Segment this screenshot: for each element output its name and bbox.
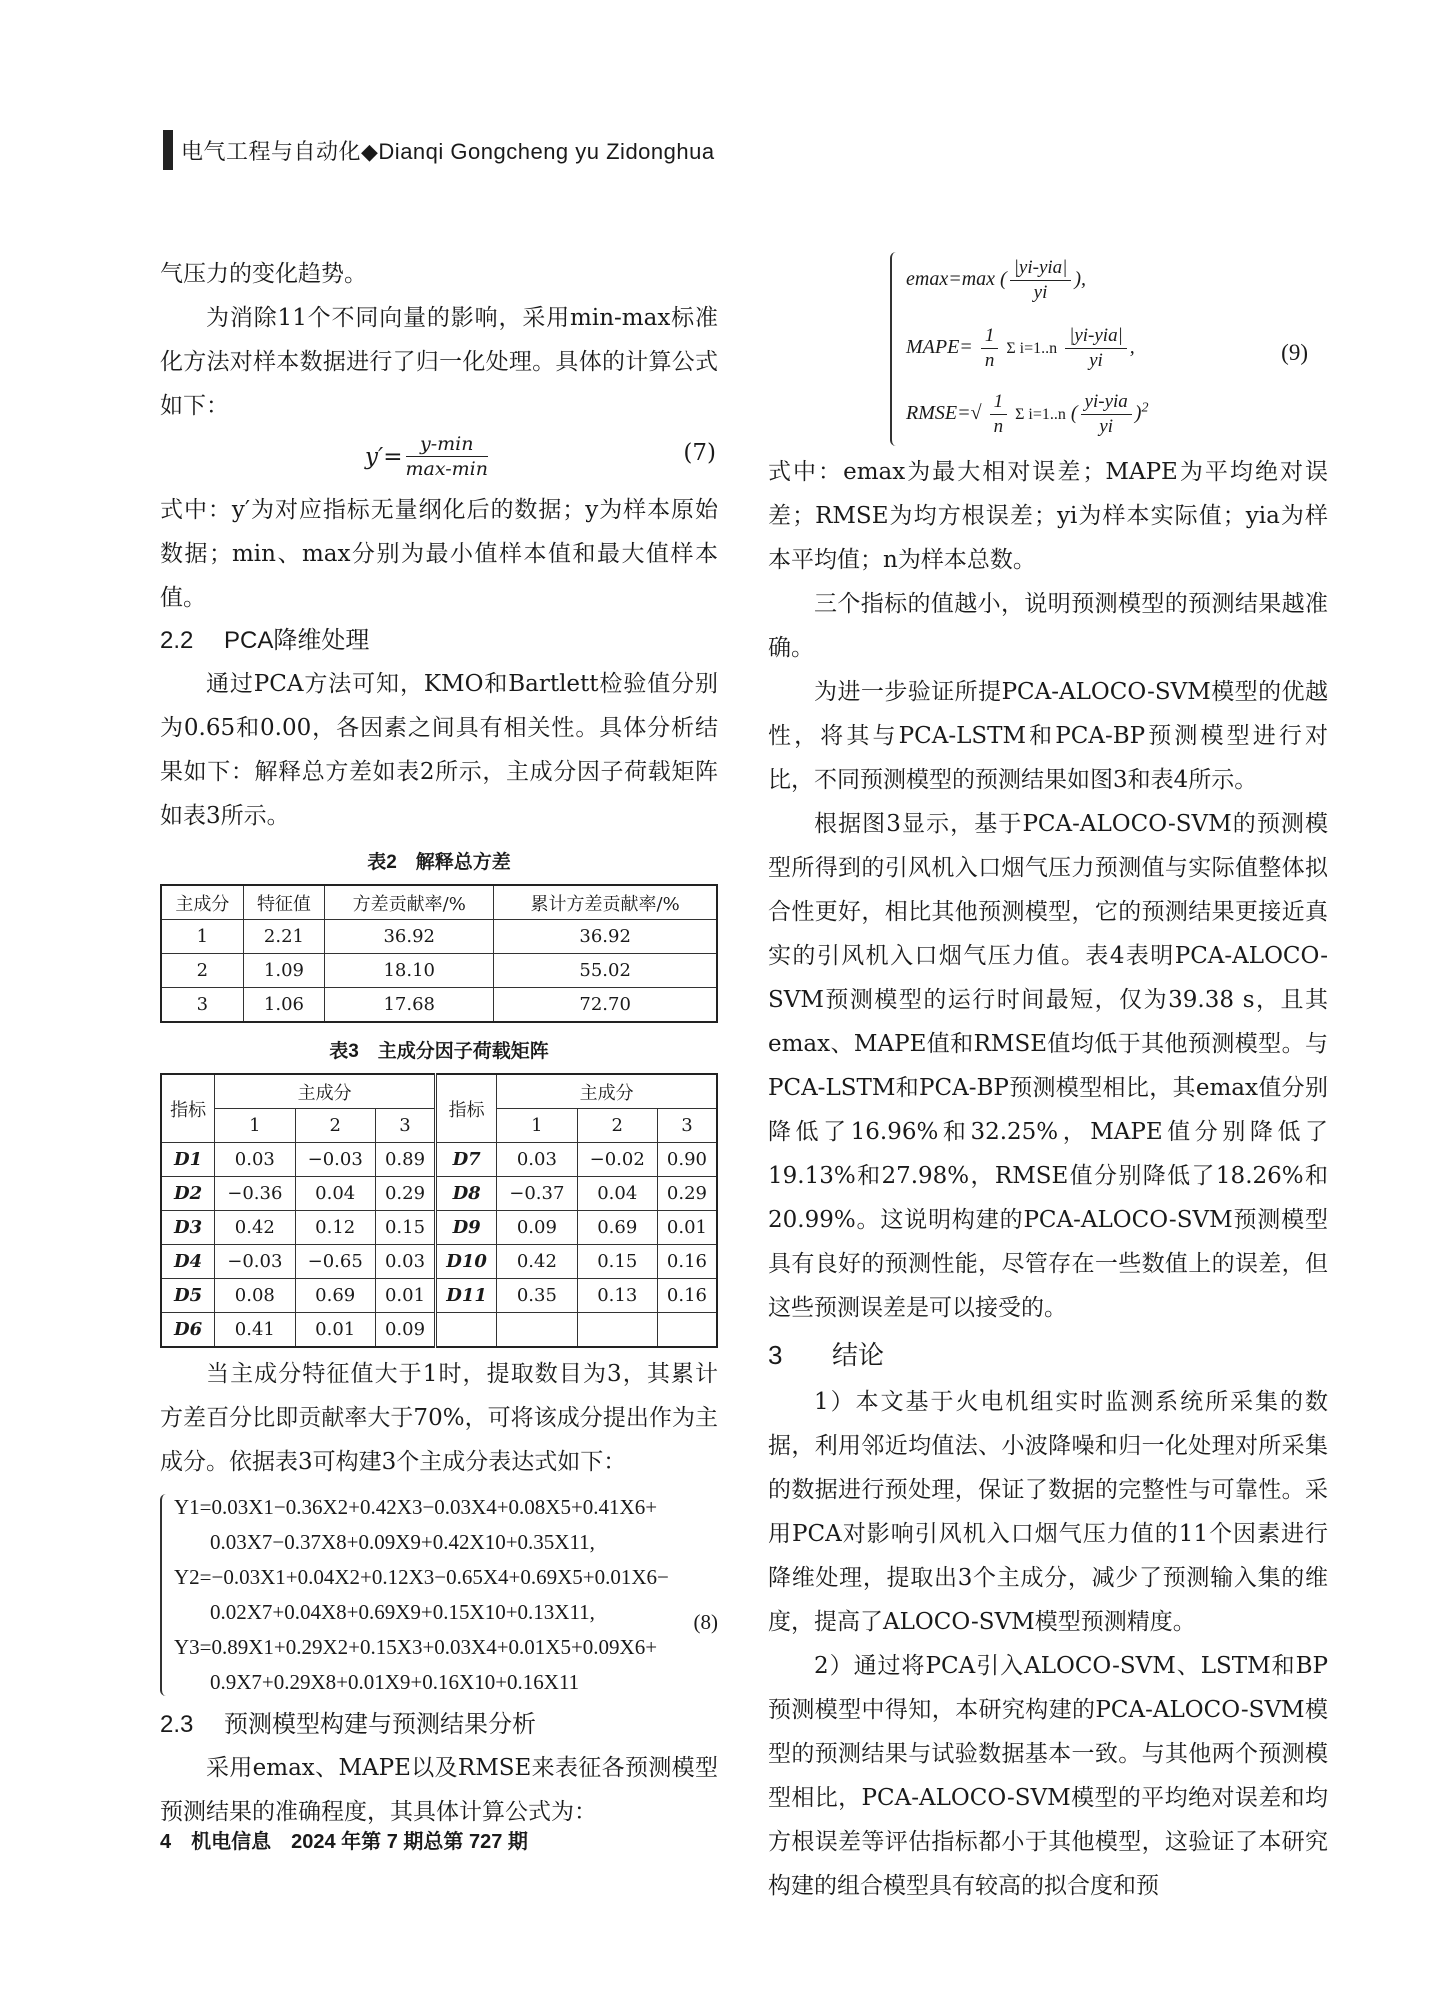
- table2-body: [161, 920, 717, 1023]
- eq8-line: Y3=0.89X1+0.29X2+0.15X3+0.03X4+0.01X5+0.09X6+: [174, 1635, 658, 1659]
- equation-9: [890, 252, 1328, 450]
- table2-header-cell: 特征值: [243, 885, 324, 920]
- left-paragraph-6: 采用emax、MAPE以及RMSE来表征各预测模型预测结果的准确程度，其具体计算公式为：: [160, 1755, 718, 1825]
- right-paragraph-3: 为进一步验证所提PCA-ALOCO-SVM模型的优越性，将其与PCA-LSTM和PCA-BP预测模型进行对比，不同预测模型的预测结果如图3和表4所示。: [768, 679, 1328, 793]
- table2-cell: 1.06: [243, 988, 324, 1023]
- table2-caption: 表2 解释总方差: [367, 852, 511, 873]
- table3-group-header: 主成分: [497, 1074, 717, 1109]
- table2-cell: 3: [161, 988, 243, 1023]
- section-3-title: 结论: [832, 1340, 885, 1370]
- table3: [160, 1073, 718, 1348]
- table2-header-cell: 累计方差贡献率/%: [494, 885, 717, 920]
- table3-cell: 0.41: [215, 1313, 295, 1348]
- eq9-mape-sum: Σ i=1..n: [1006, 340, 1058, 358]
- page-footer: 4 机电信息 2024 年第 7 期总第 727 期: [160, 1831, 528, 1853]
- table3-row: [161, 1279, 717, 1313]
- eq8-line: 0.9X7+0.29X8+0.01X9+0.16X10+0.16X11: [210, 1670, 580, 1694]
- table3-index-cell: D11: [436, 1279, 497, 1313]
- table2-cell: 55.02: [494, 954, 717, 988]
- table3-cell: 0.42: [215, 1211, 295, 1245]
- table3-cell: −0.03: [295, 1143, 375, 1177]
- table3-cell: 0.08: [215, 1279, 295, 1313]
- table2: [160, 884, 718, 1023]
- right-paragraph-4: 根据图3显示，基于PCA-ALOCO-SVM的预测模型所得到的引风机入口烟气压力预测值与实际值整体拟合性更好，相比其他预测模型，它的预测结果更接近真实的引风机入口烟气压力值。表4表明PCA-ALOCO-SVM预测模型的运行时间最短，仅为39.38 s，且其emax、MAPE值和RMSE值均低于其他预测模型。与PCA-LSTM和PCA-BP预测模型相比，其emax值分别降低了16.96%和32.25%，MAPE值分别降低了19.13%和27.98%，RMSE值分别降低了18.26%和20.99%。这说明构建的PCA-ALOCO-SVM预测模型具有良好的预测性能，尽管存在一些数值上的误差，但这些预测误差是可以接受的。: [768, 811, 1328, 1321]
- table3-cell: 0.29: [657, 1177, 717, 1211]
- table3-cell: −0.02: [577, 1143, 657, 1177]
- section-2-2-title: PCA降维处理: [224, 627, 370, 654]
- equation-8: [160, 1490, 718, 1700]
- table3-index-cell: D6: [161, 1313, 215, 1348]
- header-bar: [163, 130, 173, 170]
- right-paragraph-5: 1）本文基于火电机组实时监测系统所采集的数据，利用邻近均值法、小波降噪和归一化处理对所采集的数据进行预处理，保证了数据的完整性与可靠性。采用PCA对影响引风机入口烟气压力值的11个因素进行降维处理，提取出3个主成分，减少了预测输入集的维度，提高了ALOCO-SVM模型预测精度。: [768, 1389, 1328, 1635]
- table3-cell: 0.90: [657, 1143, 717, 1177]
- right-paragraph-6: 2）通过将PCA引入ALOCO-SVM、LSTM和BP预测模型中得知，本研究构建的PCA-ALOCO-SVM模型的预测结果与试验数据基本一致。与其他两个预测模型相比，PCA-ALOCO-SVM模型的平均绝对误差和均方根误差等评估指标都小于其他模型，这验证了本研究构建的组合模型具有较高的拟合度和预: [768, 1653, 1328, 1899]
- eq9-mape-numerator: |yi-yia|: [1065, 324, 1127, 349]
- section-3-heading: [768, 1330, 1328, 1380]
- table3-col-header: 2: [577, 1109, 657, 1143]
- table3-row: [161, 1177, 717, 1211]
- table3-cell: 0.03: [497, 1143, 577, 1177]
- table3-cell: 0.01: [295, 1313, 375, 1348]
- table3-col-header: 3: [657, 1109, 717, 1143]
- eq9-rmse-power: 2: [1141, 400, 1149, 416]
- eq9-emax-denominator: yi: [1033, 282, 1048, 303]
- right-paragraph-2: 三个指标的值越小，说明预测模型的预测结果越准确。: [768, 591, 1328, 661]
- table2-cell: 36.92: [494, 920, 717, 954]
- eq8-line: Y1=0.03X1−0.36X2+0.42X3−0.03X4+0.08X5+0.41X6+: [174, 1495, 658, 1519]
- table3-body: [161, 1143, 717, 1348]
- table3-group-header: 主成分: [215, 1074, 436, 1109]
- section-3-number: 3: [768, 1340, 783, 1370]
- left-paragraph-4: 通过PCA方法可知，KMO和Bartlett检验值分别为0.65和0.00，各因素之间具有相关性。具体分析结果如下：解释总方差如表2所示，主成分因子荷载矩阵如表3所示。: [160, 671, 718, 829]
- table3-row: [161, 1245, 717, 1279]
- section-2-2-heading: [160, 620, 718, 662]
- left-paragraph-1: 气压力的变化趋势。: [160, 261, 367, 287]
- table3-col-header: 1: [215, 1109, 295, 1143]
- table3-cell: 0.09: [497, 1211, 577, 1245]
- section-2-3-number: 2.3: [160, 1711, 194, 1738]
- table3-cell: 0.69: [295, 1279, 375, 1313]
- eq9-mape-denominator: yi: [1089, 350, 1103, 371]
- table3-cell: 0.16: [657, 1245, 717, 1279]
- table2-cell: 72.70: [494, 988, 717, 1023]
- eq9-brace: [890, 252, 900, 446]
- section-2-3-title: 预测模型构建与预测结果分析: [224, 1711, 536, 1738]
- section-2-2-number: 2.2: [160, 627, 194, 654]
- table3-cell: −0.65: [295, 1245, 375, 1279]
- table3-col-header: 1: [497, 1109, 577, 1143]
- eq7-number: (7): [683, 440, 716, 466]
- table2-cell: 2: [161, 954, 243, 988]
- eq9-rmse-coef-num: 1: [990, 390, 1008, 415]
- table3-cell: −0.36: [215, 1177, 295, 1211]
- eq9-number: (9): [1281, 340, 1308, 365]
- eq9-mape-coef-num: 1: [981, 324, 999, 349]
- table3-cell: 0.29: [375, 1177, 435, 1211]
- table3-cell: 0.15: [577, 1245, 657, 1279]
- table2-header-cell: 主成分: [161, 885, 243, 920]
- equation-7: [160, 428, 718, 488]
- eq9-rmse-sum: Σ i=1..n: [1015, 406, 1066, 424]
- table3-cell: 0.89: [375, 1143, 435, 1177]
- table3-cell: 0.04: [577, 1177, 657, 1211]
- eq7-denominator: max-min: [405, 458, 488, 480]
- running-header: [163, 130, 715, 170]
- eq9-row-rmse: RMSE=√ $\frac{1}{n}$ Σ i=1..n ( $\frac{\text{yi-yia}}{yi}$ )$^2$: [906, 391, 1149, 437]
- table3-row: [161, 1211, 717, 1245]
- table3-header-row-1: [161, 1074, 717, 1109]
- table3-index-cell: D3: [161, 1211, 215, 1245]
- table3-cell: 0.03: [375, 1245, 435, 1279]
- eq9-emax-numerator: |yi-yia|: [1010, 256, 1072, 281]
- eq9-emax-lhs: emax=max: [906, 268, 996, 291]
- eq7-numerator: y-min: [406, 432, 488, 457]
- table3-cell: 0.01: [657, 1211, 717, 1245]
- table2-header-row: [161, 885, 717, 920]
- table3-cell: −0.37: [497, 1177, 577, 1211]
- table3-index-header: 指标: [436, 1074, 497, 1143]
- table3-index-cell: D2: [161, 1177, 215, 1211]
- table3-cell: [657, 1313, 717, 1348]
- left-column: [160, 252, 718, 1834]
- table2-cell: 1: [161, 920, 243, 954]
- table3-cell: 0.15: [375, 1211, 435, 1245]
- eq9-mape-lhs: MAPE=: [906, 336, 973, 359]
- table3-index-cell: D10: [436, 1245, 497, 1279]
- table3-row: [161, 1313, 717, 1348]
- right-column: [768, 252, 1328, 1908]
- table3-cell: 0.42: [497, 1245, 577, 1279]
- table3-index-cell: D1: [161, 1143, 215, 1177]
- table3-cell: [577, 1313, 657, 1348]
- eq9-rmse-lhs: RMSE=√: [906, 402, 982, 425]
- table2-cell: 36.92: [325, 920, 494, 954]
- right-paragraph-1: 式中：emax为最大相对误差；MAPE为平均绝对误差；RMSE为均方根误差；yi为样本实际值；yia为样本平均值；n为样本总数。: [768, 459, 1328, 573]
- eq9-row-emax: emax=max ( $\frac{\text{|yi-yia|}}{yi}$ ),: [906, 257, 1087, 303]
- table3-cell: 0.09: [375, 1313, 435, 1348]
- table2-cell: 18.10: [325, 954, 494, 988]
- eq9-rmse-denominator: yi: [1099, 416, 1114, 437]
- table2-header-cell: 方差贡献率/%: [325, 885, 494, 920]
- eq9-mape-coef-den: n: [984, 350, 995, 371]
- table3-index-cell: D9: [436, 1211, 497, 1245]
- table3-cell: 0.16: [657, 1279, 717, 1313]
- table3-cell: 0.03: [215, 1143, 295, 1177]
- header-text: 电气工程与自动化◆Dianqi Gongcheng yu Zidonghua: [181, 138, 715, 164]
- table3-index-cell: D7: [436, 1143, 497, 1177]
- left-paragraph-3: 式中：y′为对应指标无量纲化后的数据；y为样本原始数据；min、max分别为最小值样本值和最大值样本值。: [160, 497, 718, 611]
- table3-cell: 0.04: [295, 1177, 375, 1211]
- eq8-number: (8): [693, 1610, 718, 1634]
- table2-cell: 1.09: [243, 954, 324, 988]
- eq8-line: 0.03X7−0.37X8+0.09X9+0.42X10+0.35X11,: [210, 1530, 595, 1554]
- eq9-row-mape: MAPE= $\frac{1}{n}$ Σ i=1..n $\frac{\text{|yi-yia|}}{yi}$ ,: [906, 325, 1135, 371]
- table3-cell: 0.12: [295, 1211, 375, 1245]
- table3-index-cell: D8: [436, 1177, 497, 1211]
- table3-cell: 0.35: [497, 1279, 577, 1313]
- eq8-line: 0.02X7+0.04X8+0.69X9+0.15X10+0.13X11,: [210, 1600, 595, 1624]
- table2-cell: 17.68: [325, 988, 494, 1023]
- table3-row: [161, 1143, 717, 1177]
- table3-col-header: 2: [295, 1109, 375, 1143]
- table3-cell: 0.69: [577, 1211, 657, 1245]
- section-2-3-heading: [160, 1704, 718, 1746]
- left-paragraph-5: 当主成分特征值大于1时，提取数目为3，其累计方差百分比即贡献率大于70%，可将该成分提出作为主成分。依据表3可构建3个主成分表达式如下：: [160, 1361, 718, 1475]
- table3-index-header: 指标: [161, 1074, 215, 1143]
- table3-index-cell: [436, 1313, 497, 1348]
- table3-cell: [497, 1313, 577, 1348]
- table3-cell: 0.01: [375, 1279, 435, 1313]
- table2-row: [161, 920, 717, 954]
- table2-row: [161, 954, 717, 988]
- eq7-lhs: y′=: [365, 443, 403, 470]
- table3-col-header: 3: [375, 1109, 435, 1143]
- eq9-rmse-coef-den: n: [993, 416, 1004, 437]
- table3-cell: −0.03: [215, 1245, 295, 1279]
- eq8-brace: [160, 1494, 170, 1696]
- table3-index-cell: D4: [161, 1245, 215, 1279]
- table3-caption: 表3 主成分因子荷载矩阵: [329, 1041, 549, 1062]
- table3-cell: 0.13: [577, 1279, 657, 1313]
- table2-cell: 2.21: [243, 920, 324, 954]
- eq9-rmse-numerator: yi-yia: [1081, 390, 1132, 415]
- table3-index-cell: D5: [161, 1279, 215, 1313]
- table2-row: [161, 988, 717, 1023]
- eq8-line: Y2=−0.03X1+0.04X2+0.12X3−0.65X4+0.69X5+0.01X6−: [174, 1565, 669, 1589]
- left-paragraph-2: 为消除11个不同向量的影响，采用min-max标准化方法对样本数据进行了归一化处理。具体的计算公式如下：: [160, 305, 718, 419]
